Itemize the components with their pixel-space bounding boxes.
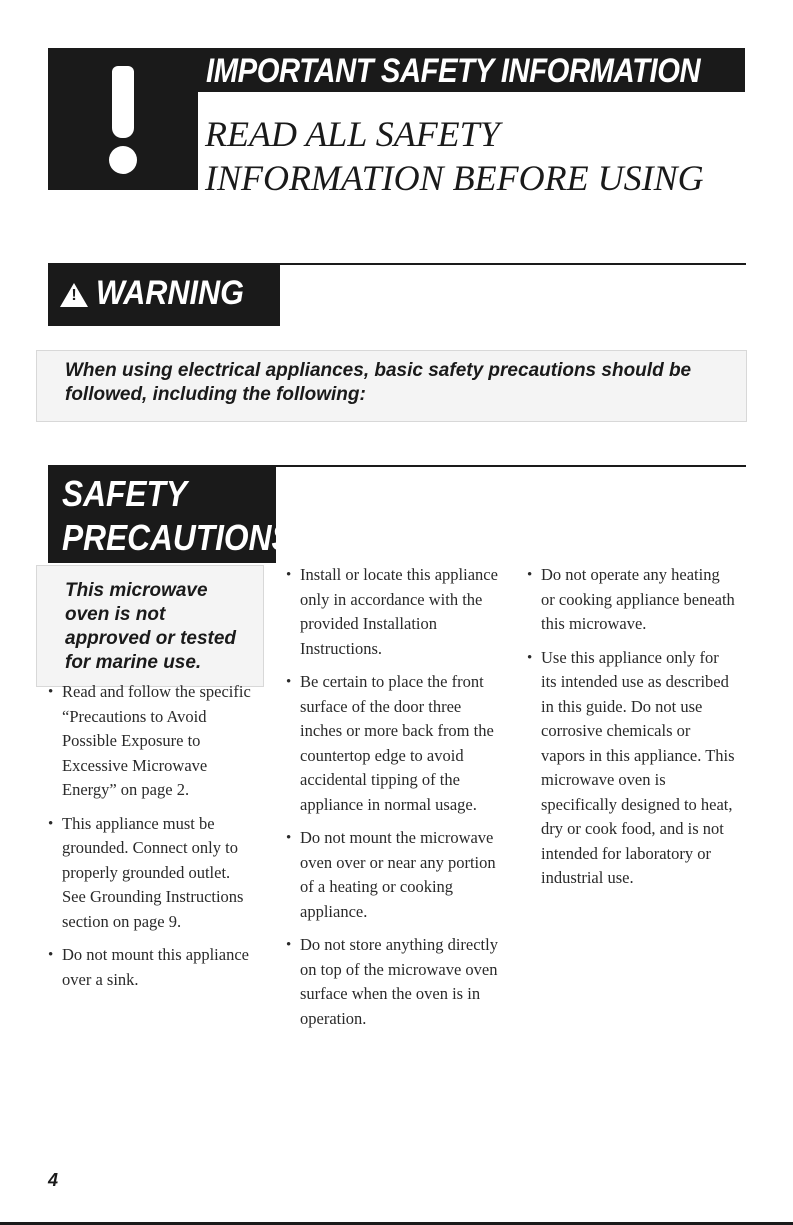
page-subtitle xyxy=(205,112,704,200)
safety-heading xyxy=(62,472,293,560)
page-title: IMPORTANT SAFETY INFORMATION xyxy=(206,52,701,90)
precautions-column-2 xyxy=(286,563,499,1040)
safety-heading-line-1: SAFETY xyxy=(62,473,187,514)
list-item: • Install or locate this appliance only in accordance with the provided Installation Instructions. xyxy=(286,563,499,661)
list-item: • Do not operate any heating or cooking appliance beneath this microwave. xyxy=(527,563,737,637)
warning-notice-text: When using electrical appliances, basic safety precautions should be followed, including the following: xyxy=(65,360,692,405)
subtitle-line-1: READ ALL SAFETY xyxy=(205,114,500,154)
list-item: • Do not mount the microwave oven over or near any portion of a heating or cooking appliance. xyxy=(286,826,499,924)
exclamation-icon xyxy=(112,66,134,138)
warning-exclamation-mark: ! xyxy=(71,287,77,304)
list-item: • Do not mount this appliance over a sink. xyxy=(48,943,256,992)
warning-notice-box xyxy=(36,350,747,422)
precautions-column-1 xyxy=(48,680,256,1001)
list-item: • Read and follow the specific “Precautions to Avoid Possible Exposure to Excessive Microwave Energy” on page 2. xyxy=(48,680,256,803)
precautions-column-3 xyxy=(527,563,737,900)
list-item: • Be certain to place the front surface of the door three inches or more back from the countertop edge to avoid accidental tipping of the appliance in normal usage. xyxy=(286,670,499,817)
list-item: • This appliance must be grounded. Connect only to properly grounded outlet. See Grounding Instructions section on page 9. xyxy=(48,812,256,935)
list-item: • Do not store anything directly on top of the microwave oven surface when the oven is in operation. xyxy=(286,933,499,1031)
warning-label: WARNING xyxy=(96,274,244,312)
list-item: • Use this appliance only for its intended use as described in this guide. Do not use corrosive chemicals or vapors in this appliance. This microwave oven is specifically designed to heat, dry or cook food, and is not intended for laboratory or industrial use. xyxy=(527,646,737,891)
exclamation-dot-icon xyxy=(109,146,137,174)
subtitle-line-2: INFORMATION BEFORE USING xyxy=(205,158,704,198)
safety-heading-line-2: PRECAUTIONS xyxy=(62,517,293,558)
page-number: 4 xyxy=(48,1170,59,1190)
marine-note-box xyxy=(36,565,264,687)
marine-note-text: This microwave oven is not approved or tested for marine use. xyxy=(65,580,237,673)
